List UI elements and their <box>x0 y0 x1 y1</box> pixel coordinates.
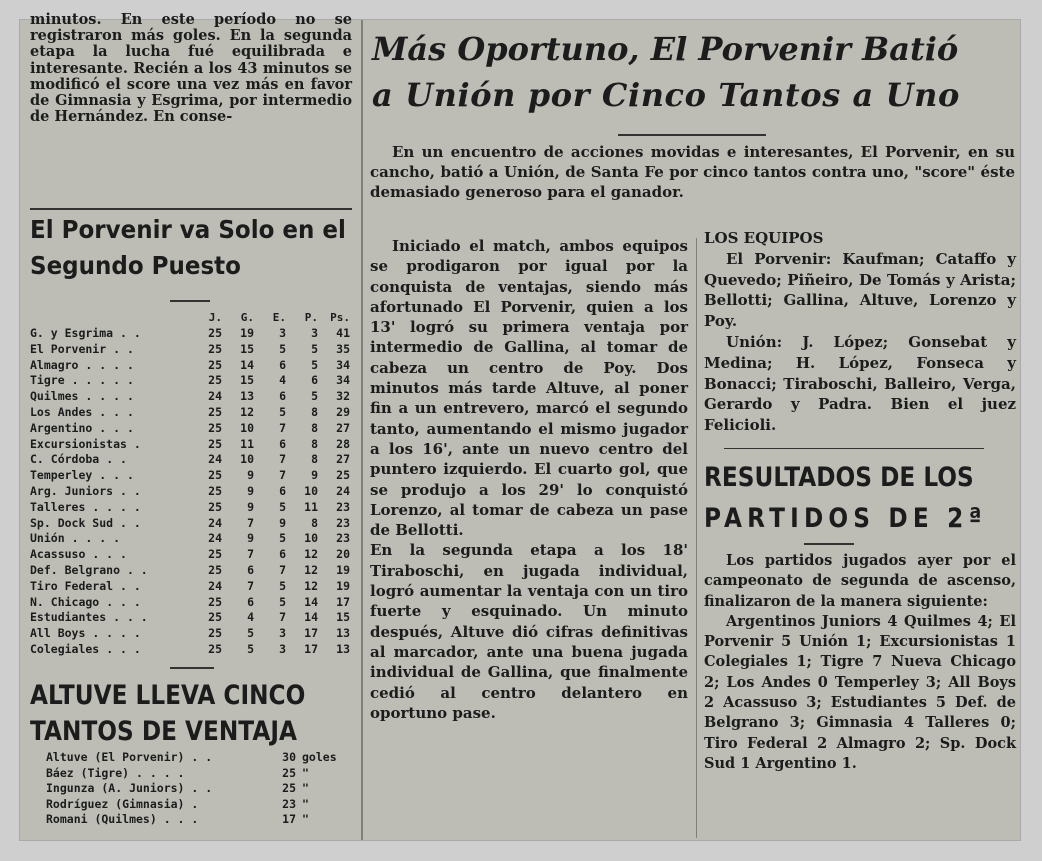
won: 19 <box>240 326 254 340</box>
drawn: 5 <box>279 594 286 609</box>
col-p: P. <box>304 311 318 324</box>
results-headline-rule <box>804 543 854 545</box>
union-lineup <box>704 332 1016 436</box>
standings-headline: El Porvenir va Solo en el Segundo Puesto <box>30 215 346 280</box>
played: 24 <box>208 389 222 404</box>
team-name: Los Andes . . . <box>30 404 134 419</box>
won: 7 <box>247 547 254 562</box>
lost: 8 <box>311 404 318 419</box>
points: 34 <box>336 357 350 372</box>
won: 6 <box>247 594 254 609</box>
drawn: 4 <box>279 373 286 388</box>
standings-row <box>30 626 352 642</box>
porvenir-label: El Porvenir: <box>726 249 832 268</box>
team-name: Excursionistas . <box>30 436 141 451</box>
standings-table <box>30 310 352 658</box>
team-name: Tigre . . . . . <box>30 373 134 388</box>
points: 35 <box>336 341 350 356</box>
points: 23 <box>336 499 350 514</box>
points: 29 <box>336 404 350 419</box>
union-players: J. López; Gonsebat y Medina; H. López, Fonseca y Bonacci; Tiraboschi, Balleiro, Verga, Gerardo y Padra. <box>704 332 1016 414</box>
points: 41 <box>336 326 350 340</box>
points: 34 <box>336 373 350 388</box>
col-ps: Ps. <box>330 311 350 324</box>
scorer-unit: " <box>302 781 309 795</box>
standings-row <box>30 579 352 595</box>
won: 4 <box>247 610 254 625</box>
scorer-unit: " <box>302 812 309 826</box>
title-rule <box>618 134 766 136</box>
lost: 14 <box>304 610 318 625</box>
team-name: G. y Esgrima . . <box>30 326 141 340</box>
scorer-goals: 25 <box>282 765 296 780</box>
drawn: 6 <box>279 389 286 404</box>
standings-row <box>30 500 352 516</box>
lost: 9 <box>311 468 318 483</box>
won: 10 <box>240 452 254 467</box>
drawn: 6 <box>279 547 286 562</box>
scorer-goals: 17 <box>282 812 296 826</box>
scorer-name: Ingunza (A. Juniors) . . <box>46 781 213 795</box>
scorer-goals: 30 <box>282 750 296 764</box>
points: 24 <box>336 483 350 498</box>
played: 25 <box>208 499 222 514</box>
played: 25 <box>208 468 222 483</box>
team-name: Acassuso . . . <box>30 547 127 562</box>
won: 9 <box>247 531 254 546</box>
scorer-row <box>46 750 346 766</box>
drawn: 3 <box>279 626 286 641</box>
won: 11 <box>240 436 254 451</box>
points: 27 <box>336 420 350 435</box>
scorer-goals: 25 <box>282 781 296 795</box>
played: 25 <box>208 547 222 562</box>
article-body <box>370 236 688 723</box>
standings-row <box>30 452 352 468</box>
lost: 6 <box>311 373 318 388</box>
scorer-row <box>46 812 346 828</box>
won: 12 <box>240 404 254 419</box>
results-headline-2: PARTIDOS DE 2ª <box>704 503 987 535</box>
played: 25 <box>208 436 222 451</box>
right-column <box>704 228 1016 774</box>
standings-row <box>30 468 352 484</box>
standings-row <box>30 358 352 374</box>
played: 25 <box>208 373 222 388</box>
standings-row <box>30 642 352 658</box>
lost: 8 <box>311 436 318 451</box>
drawn: 7 <box>279 452 286 467</box>
played: 24 <box>208 531 222 546</box>
standings-row <box>30 342 352 358</box>
played: 25 <box>208 626 222 641</box>
results-scores: Argentinos Juniors 4 Quilmes 4; El Porvenir 5 Unión 1; Excursionistas 1 Colegiales 1; Tigre 7 Nueva Chicago 2; Los Andes 0 Temperley 3; All Boys 2 Acassuso 3; Estudiantes 5 Def. de Belgrano 3; Gimnasia 4 Talleres 0; Tiro Federal 2 Almagro 2; Sp. Dock Sud 1 Argentino 1. <box>704 612 1016 772</box>
section-rule <box>30 208 352 210</box>
team-name: Tiro Federal . . <box>30 578 141 593</box>
drawn: 7 <box>279 562 286 577</box>
points: 17 <box>336 594 350 609</box>
scorer-name: Báez (Tigre) . . . . <box>46 765 185 780</box>
lost: 12 <box>304 562 318 577</box>
played: 25 <box>208 357 222 372</box>
scorer-row <box>46 766 346 782</box>
scorer-unit: " <box>302 796 309 811</box>
drawn: 5 <box>279 578 286 593</box>
drawn: 7 <box>279 420 286 435</box>
played: 25 <box>208 641 222 656</box>
standings-row <box>30 484 352 500</box>
team-name: Sp. Dock Sud . . <box>30 515 141 530</box>
points: 13 <box>336 641 350 656</box>
drawn: 7 <box>279 468 286 483</box>
points: 19 <box>336 578 350 593</box>
drawn: 5 <box>279 499 286 514</box>
union-label: Unión: <box>726 332 783 351</box>
won: 9 <box>247 499 254 514</box>
article-paragraph-2: En la segunda etapa a los 18' Tiraboschi, en jugada individual, logró aumentar la ventaja con un tiro fuerte y esquinado. Un minuto después, Altuve dió cifras definitivas al marcador, ante una buena jugada individual de Gallina, que finalmente cedió al centro delantero en oportuno pase. <box>370 541 688 722</box>
lost: 17 <box>304 626 318 641</box>
column-divider <box>361 20 363 840</box>
equipos-header: LOS EQUIPOS <box>704 229 824 247</box>
scorer-name: Altuve (El Porvenir) . . <box>46 750 213 764</box>
points: 20 <box>336 547 350 562</box>
standings-row <box>30 563 352 579</box>
standings-header-row <box>30 310 352 326</box>
scorer-row <box>46 797 346 813</box>
team-name: Almagro . . . . <box>30 357 134 372</box>
team-name: Quilmes . . . . <box>30 389 134 404</box>
points: 25 <box>336 468 350 483</box>
team-name: N. Chicago . . . <box>30 594 141 609</box>
played: 24 <box>208 578 222 593</box>
points: 27 <box>336 452 350 467</box>
section-rule-2 <box>170 667 214 669</box>
played: 25 <box>208 610 222 625</box>
standings-row <box>30 405 352 421</box>
standings-row <box>30 610 352 626</box>
played: 25 <box>208 594 222 609</box>
col-j: J. <box>208 311 222 324</box>
team-name: Argentino . . . <box>30 420 134 435</box>
scorers-headline: ALTUVE LLEVA CINCO TANTOS DE VENTAJA <box>30 680 306 747</box>
results-headline-1: RESULTADOS DE LOS <box>704 462 974 494</box>
lost: 8 <box>311 515 318 530</box>
drawn: 7 <box>279 610 286 625</box>
standings-row <box>30 326 352 342</box>
lost: 8 <box>311 420 318 435</box>
scorer-goals: 23 <box>282 796 296 811</box>
won: 15 <box>240 341 254 356</box>
standings-row <box>30 547 352 563</box>
drawn: 6 <box>279 483 286 498</box>
standings-row <box>30 373 352 389</box>
won: 5 <box>247 641 254 656</box>
headline-rule <box>170 300 210 302</box>
article-paragraph-1: Iniciado el match, ambos equipos se prodigaron por igual por la conquista de ventajas, siendo más afortunado El Porvenir, quien a los 13' logró su primera ventaja por intermedio de Gallina, al tomar de cabeza un centro de Poy. Dos minutos más tarde Altuve, al poner fin a un entrevero, marcó el segundo tanto, aumentando el mismo jugador a los 16', ante un nuevo centro del puntero izquierdo. El cuarto gol, que se produjo a los 29' lo conquistó Lorenzo, al tomar de cabeza un pase de Bellotti. <box>370 237 688 540</box>
lost: 5 <box>311 357 318 372</box>
won: 7 <box>247 578 254 593</box>
played: 24 <box>208 515 222 530</box>
scorer-name: Romani (Quilmes) . . . <box>46 812 199 826</box>
newspaper-page <box>20 11 1020 840</box>
lost: 14 <box>304 594 318 609</box>
scorer-name: Rodríguez (Gimnasia) . <box>46 796 199 811</box>
played: 24 <box>208 452 222 467</box>
drawn: 3 <box>279 326 286 340</box>
played: 25 <box>208 326 222 340</box>
porvenir-lineup <box>704 249 1016 332</box>
standings-row <box>30 421 352 437</box>
drawn: 5 <box>279 341 286 356</box>
results-rule <box>724 448 984 450</box>
played: 25 <box>208 483 222 498</box>
previous-article-fragment <box>30 12 352 125</box>
scorers-table <box>46 750 346 828</box>
lost: 3 <box>311 326 318 340</box>
points: 19 <box>336 562 350 577</box>
points: 28 <box>336 436 350 451</box>
article-lead: En un encuentro de acciones movidas e interesantes, El Porvenir, en su cancho, batió a Unión, de Santa Fe por cinco tantos contra uno, "score" éste demasiado generoso para el ganador. <box>370 143 1015 201</box>
lost: 5 <box>311 341 318 356</box>
points: 32 <box>336 389 350 404</box>
col-e: E. <box>272 311 286 324</box>
col-g: G. <box>240 311 254 324</box>
article-title-line-2: a Unión por Cinco Tantos a Uno <box>372 76 960 114</box>
standings-row <box>30 531 352 547</box>
lost: 8 <box>311 452 318 467</box>
won: 13 <box>240 389 254 404</box>
drawn: 5 <box>279 404 286 419</box>
team-name: Temperley . . . <box>30 468 134 483</box>
standings-row <box>30 389 352 405</box>
lost: 10 <box>304 531 318 546</box>
drawn: 5 <box>279 531 286 546</box>
points: 13 <box>336 626 350 641</box>
team-name: C. Córdoba . . <box>30 452 127 467</box>
team-name: Unión . . . . <box>30 531 121 546</box>
played: 25 <box>208 404 222 419</box>
article-title <box>372 26 1017 118</box>
scorer-unit: goles <box>302 750 337 764</box>
team-name: Talleres . . . . <box>30 499 141 514</box>
lost: 12 <box>304 547 318 562</box>
fragment-text: minutos. En este período no se registraron más goles. En la segunda etapa la lucha fué equilibrada e interesante. Recién a los 43 minutos se modificó el score una vez más en favor de Gimnasia y Esgrima, por intermedio de Hernández. En conse- <box>30 11 352 126</box>
points: 15 <box>336 610 350 625</box>
scorer-row <box>46 781 346 797</box>
drawn: 3 <box>279 641 286 656</box>
won: 15 <box>240 373 254 388</box>
team-name: All Boys . . . . <box>30 626 141 641</box>
won: 6 <box>247 562 254 577</box>
played: 25 <box>208 341 222 356</box>
won: 9 <box>247 468 254 483</box>
points: 23 <box>336 515 350 530</box>
scorer-unit: " <box>302 765 309 780</box>
played: 25 <box>208 562 222 577</box>
lost: 10 <box>304 483 318 498</box>
drawn: 9 <box>279 515 286 530</box>
won: 10 <box>240 420 254 435</box>
team-name: El Porvenir . . <box>30 341 134 356</box>
team-name: Estudiantes . . . <box>30 610 148 625</box>
played: 25 <box>208 420 222 435</box>
lost: 11 <box>304 499 318 514</box>
won: 9 <box>247 483 254 498</box>
lost: 17 <box>304 641 318 656</box>
drawn: 6 <box>279 436 286 451</box>
team-name: Arg. Juniors . . <box>30 483 141 498</box>
lost: 5 <box>311 389 318 404</box>
drawn: 6 <box>279 357 286 372</box>
standings-rows <box>30 326 352 658</box>
standings-row <box>30 437 352 453</box>
article-title-line-1: Más Oportuno, El Porvenir Batió <box>372 30 959 68</box>
referee-note: Bien el juez Felicioli. <box>704 395 1017 435</box>
porvenir-players: Kaufman; Cataffo y Quevedo; Piñeiro, De Tomás y Arista; Bellotti; Gallina, Altuve, Lorenzo y Poy. <box>704 249 1016 331</box>
won: 14 <box>240 357 254 372</box>
won: 5 <box>247 626 254 641</box>
won: 7 <box>247 515 254 530</box>
column-divider-right <box>696 238 697 838</box>
points: 23 <box>336 531 350 546</box>
results-intro: Los partidos jugados ayer por el campeonato de segunda de ascenso, finalizaron de la manera siguiente: <box>704 551 1016 610</box>
lost: 12 <box>304 578 318 593</box>
team-name: Colegiales . . . <box>30 641 141 656</box>
standings-row <box>30 516 352 532</box>
team-name: Def. Belgrano . . <box>30 562 148 577</box>
standings-row <box>30 595 352 611</box>
